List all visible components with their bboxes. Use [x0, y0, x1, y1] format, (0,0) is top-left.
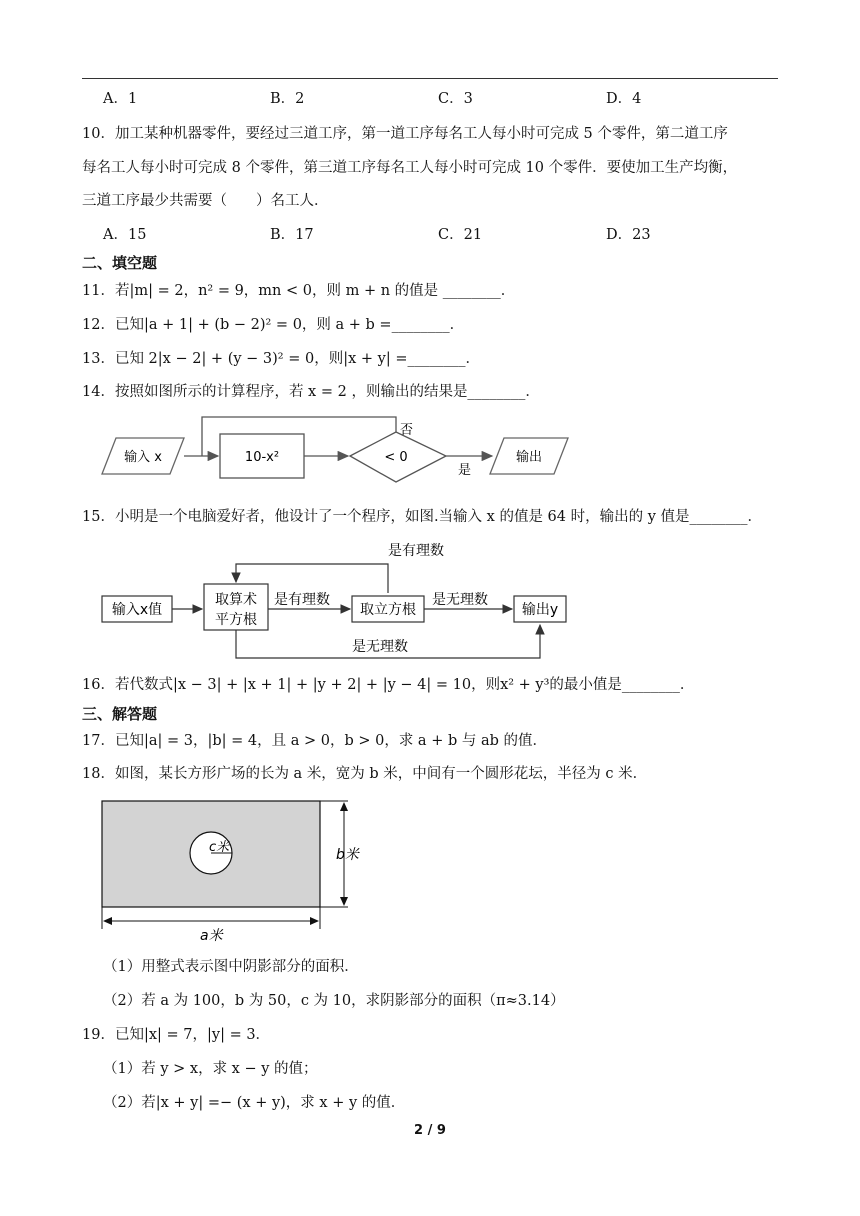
q14-flowchart: [98, 414, 588, 494]
flow14-condition-label: < 0: [384, 450, 408, 465]
q16: 16．若代数式|x − 3| + |x + 1| + |y + 2| + |y − 4| = 10，则x² + y³的最小值是________．: [82, 677, 695, 693]
flow15-input-label: 输入x值: [111, 602, 163, 618]
q10-option-c: C．21: [438, 227, 483, 243]
flow14-input-label: 输入 x: [124, 450, 162, 465]
q18-part2: （2）若 a 为 100，b 为 50，c 为 10，求阴影部分的面积（π≈3.14）: [103, 993, 565, 1009]
q18: 18．如图，某长方形广场的长为 a 米，宽为 b 米，中间有一个圆形花坛，半径为 c 米．: [82, 766, 648, 782]
q11: 11．若|m| = 2，n² = 9，mn < 0，则 m + n 的值是 ________．: [82, 283, 516, 299]
flow14-yes-label: 是: [458, 463, 472, 478]
section-solve-title: 三、解答题: [82, 705, 158, 723]
q10-line2: 每名工人每小时可完成 8 个零件，第三道工序每名工人每小时可完成 10 个零件．要使加工生产均衡，: [82, 160, 738, 176]
q17: 17．已知|a| = 3，|b| = 4，且 a > 0，b > 0，求 a + b 与 ab 的值．: [82, 733, 547, 749]
q19-part2: （2）若|x + y| =− (x + y)，求 x + y 的值．: [103, 1095, 406, 1111]
q14: 14．按照如图所示的计算程序，若 x = 2 ，则输出的结果是________．: [82, 384, 540, 400]
q15: 15．小明是一个电脑爱好者，他设计了一个程序，如图.当输入 x 的值是 64 时，输出的 y 值是________．: [82, 509, 763, 525]
flow14-output-label: 输出: [515, 450, 543, 465]
header-rule: [82, 78, 778, 79]
flow15-mid-label-2: 是无理数: [432, 592, 488, 608]
q18-part1: （1）用整式表示图中阴影部分的面积．: [103, 959, 359, 975]
q9-option-d: D．4: [606, 91, 642, 107]
q19: 19．已知|x| = 7，|y| = 3．: [82, 1027, 271, 1043]
flow15-sqrt-label-2: 平方根: [215, 612, 257, 628]
flow15-mid-label-1: 是有理数: [274, 592, 330, 608]
radius-label: c米: [209, 840, 230, 855]
q9-option-b: B．2: [270, 91, 305, 107]
flow15-bottom-label: 是无理数: [352, 639, 408, 655]
q19-part1: （1）若 y > x，求 x − y 的值；: [103, 1061, 318, 1077]
q13: 13．已知 2|x − 2| + (y − 3)² = 0，则|x + y| =________．: [82, 351, 480, 367]
q9-option-c: C．3: [438, 91, 473, 107]
q18-figure: [96, 795, 366, 945]
flow15-output-label: 输出y: [521, 602, 559, 618]
q15-flowchart: [98, 538, 578, 662]
flow14-process-box: [220, 434, 304, 478]
page-number: 2 / 9: [414, 1123, 446, 1138]
q10-option-b: B．17: [270, 227, 314, 243]
flow14-condition-diamond: [350, 432, 446, 482]
flow15-top-label: 是有理数: [388, 543, 444, 559]
width-label: b米: [336, 847, 359, 863]
q10-option-a: A．15: [103, 227, 147, 243]
length-label: a米: [200, 928, 223, 944]
flow14-output-shape: [490, 438, 568, 474]
flow14-process-label: 10-x²: [244, 450, 280, 465]
q10-line3: 三道工序最少共需要（ ）名工人．: [82, 193, 329, 209]
section-fill-blank-title: 二、填空题: [82, 254, 158, 272]
q10-option-d: D．23: [606, 227, 651, 243]
flow15-sqrt-label-1: 取算术: [215, 592, 257, 608]
q12: 12．已知|a + 1| + (b − 2)² = 0，则 a + b =________．: [82, 317, 465, 333]
flow14-input-shape: [102, 438, 184, 474]
flow15-cbrt-label: 取立方根: [360, 602, 416, 618]
flow14-no-label: 否: [400, 423, 414, 438]
q9-option-a: A．1: [103, 91, 138, 107]
q10-line1: 10．加工某种机器零件，要经过三道工序，第一道工序每名工人每小时可完成 5 个零件，第二道工序: [82, 126, 728, 142]
